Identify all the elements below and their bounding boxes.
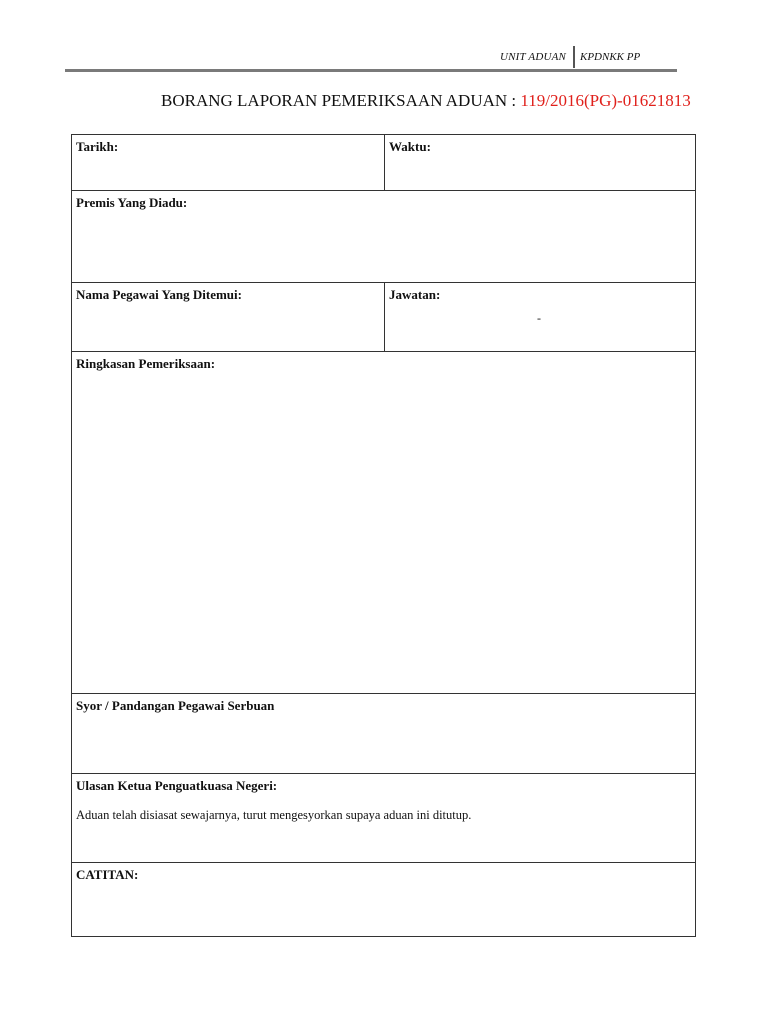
- report-form: [71, 134, 696, 937]
- reference-number: 119/2016(PG)-01621813: [520, 91, 691, 110]
- waktu-field[interactable]: [385, 135, 695, 190]
- header-org-label: KPDNKK PP: [580, 51, 641, 63]
- header-unit-label: UNIT ADUAN: [500, 51, 567, 63]
- ringkasan-field[interactable]: [72, 352, 695, 693]
- ringkasan-label: Ringkasan Pemeriksaan:: [76, 356, 216, 371]
- jawatan-label: Jawatan:: [389, 287, 441, 302]
- row-premis: [72, 191, 695, 283]
- ulasan-text: Aduan telah disiasat sewajarnya, turut mengesyorkan supaya aduan ini ditutup.: [76, 808, 472, 822]
- syor-field[interactable]: [72, 694, 695, 773]
- row-ulasan: [72, 774, 695, 863]
- row-officer: [72, 283, 695, 352]
- row-date-time: [72, 135, 695, 191]
- nama-pegawai-label: Nama Pegawai Yang Ditemui:: [76, 287, 242, 302]
- premis-field[interactable]: [72, 191, 695, 282]
- tarikh-label: Tarikh:: [76, 139, 119, 154]
- header-divider: [573, 46, 575, 68]
- jawatan-field[interactable]: [385, 283, 695, 351]
- waktu-label: Waktu:: [389, 139, 431, 154]
- tarikh-field[interactable]: [72, 135, 385, 190]
- jawatan-value: -: [537, 311, 541, 325]
- syor-label: Syor / Pandangan Pegawai Serbuan: [76, 698, 275, 713]
- catitan-field[interactable]: [72, 863, 695, 936]
- title-text: BORANG LAPORAN PEMERIKSAAN ADUAN :: [161, 91, 521, 110]
- nama-pegawai-field[interactable]: [72, 283, 385, 351]
- row-ringkasan: [72, 352, 695, 694]
- header-rule: [65, 69, 677, 72]
- ulasan-field[interactable]: [72, 774, 695, 862]
- ulasan-label: Ulasan Ketua Penguatkuasa Negeri:: [76, 778, 278, 793]
- row-catitan: [72, 863, 695, 936]
- premis-label: Premis Yang Diadu:: [76, 195, 188, 210]
- row-syor: [72, 694, 695, 774]
- catitan-label: CATITAN:: [76, 867, 139, 882]
- page-title: [161, 91, 691, 111]
